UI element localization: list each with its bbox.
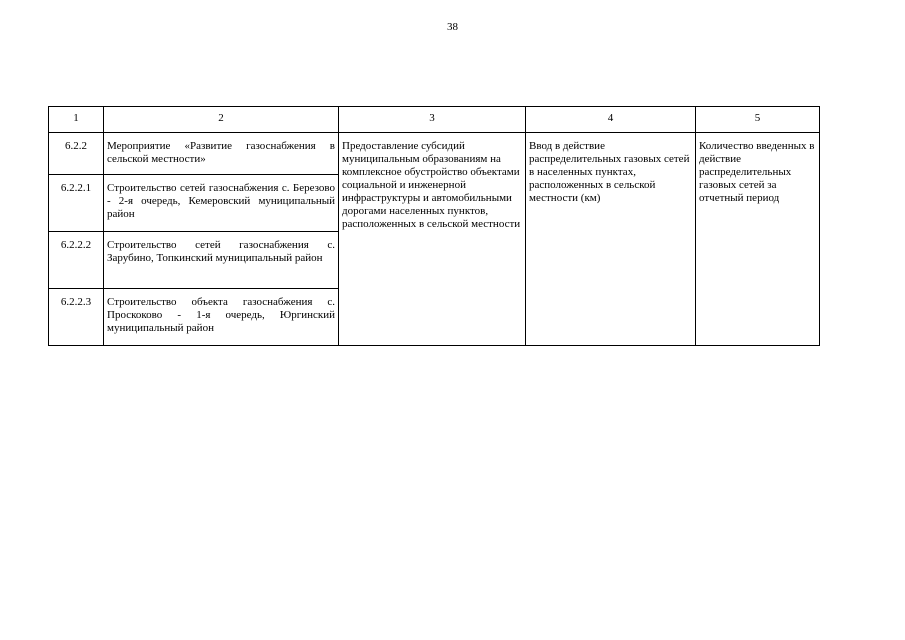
- header-col-1: 1: [49, 107, 104, 133]
- header-col-3: 3: [339, 107, 526, 133]
- row-name-text: Мероприятие «Развитие газоснабжения в сельской местности»: [107, 140, 335, 165]
- row-name: [104, 133, 339, 175]
- row-name: [104, 175, 339, 232]
- page-number: 38: [447, 21, 458, 33]
- row-name-text: Строительство объекта газоснабжения с. Проскоково - 1-я очередь, Юргинский муниципальный район: [107, 296, 335, 334]
- row-name-text: Строительство сетей газоснабжения с. Березово - 2-я очередь, Кемеровский муниципальный район: [107, 182, 335, 220]
- table-row: [49, 133, 820, 175]
- row-name: [104, 289, 339, 346]
- merged-col3-cell: [339, 133, 526, 346]
- row-code: 6.2.2.2: [49, 232, 104, 289]
- row-code: 6.2.2.1: [49, 175, 104, 232]
- header-col-5: 5: [696, 107, 820, 133]
- row-code: 6.2.2: [49, 133, 104, 175]
- merged-col5-cell: [696, 133, 820, 346]
- merged-col4-text: Ввод в действие распределительных газовых сетей в населенных пунктах, расположенных в сельской местности (км): [529, 140, 690, 204]
- merged-col4-cell: [526, 133, 696, 346]
- row-name-text: Строительство сетей газоснабжения с. Зарубино, Топкинский муниципальный район: [107, 239, 335, 264]
- merged-col3-text: Предоставление субсидий муниципальным образованиям на комплексное обустройство объектами социальной и инженерной инфраструктуры и автомобильными дорогами населенных пунктов, расположенных в сельской местности: [342, 140, 521, 230]
- row-code: 6.2.2.3: [49, 289, 104, 346]
- measures-table: [48, 106, 820, 346]
- header-col-2: 2: [104, 107, 339, 133]
- table-header-row: [49, 107, 820, 133]
- header-col-4: 4: [526, 107, 696, 133]
- merged-col5-text: Количество введенных в действие распределительных газовых сетей за отчетный период: [699, 140, 815, 204]
- row-name: [104, 232, 339, 289]
